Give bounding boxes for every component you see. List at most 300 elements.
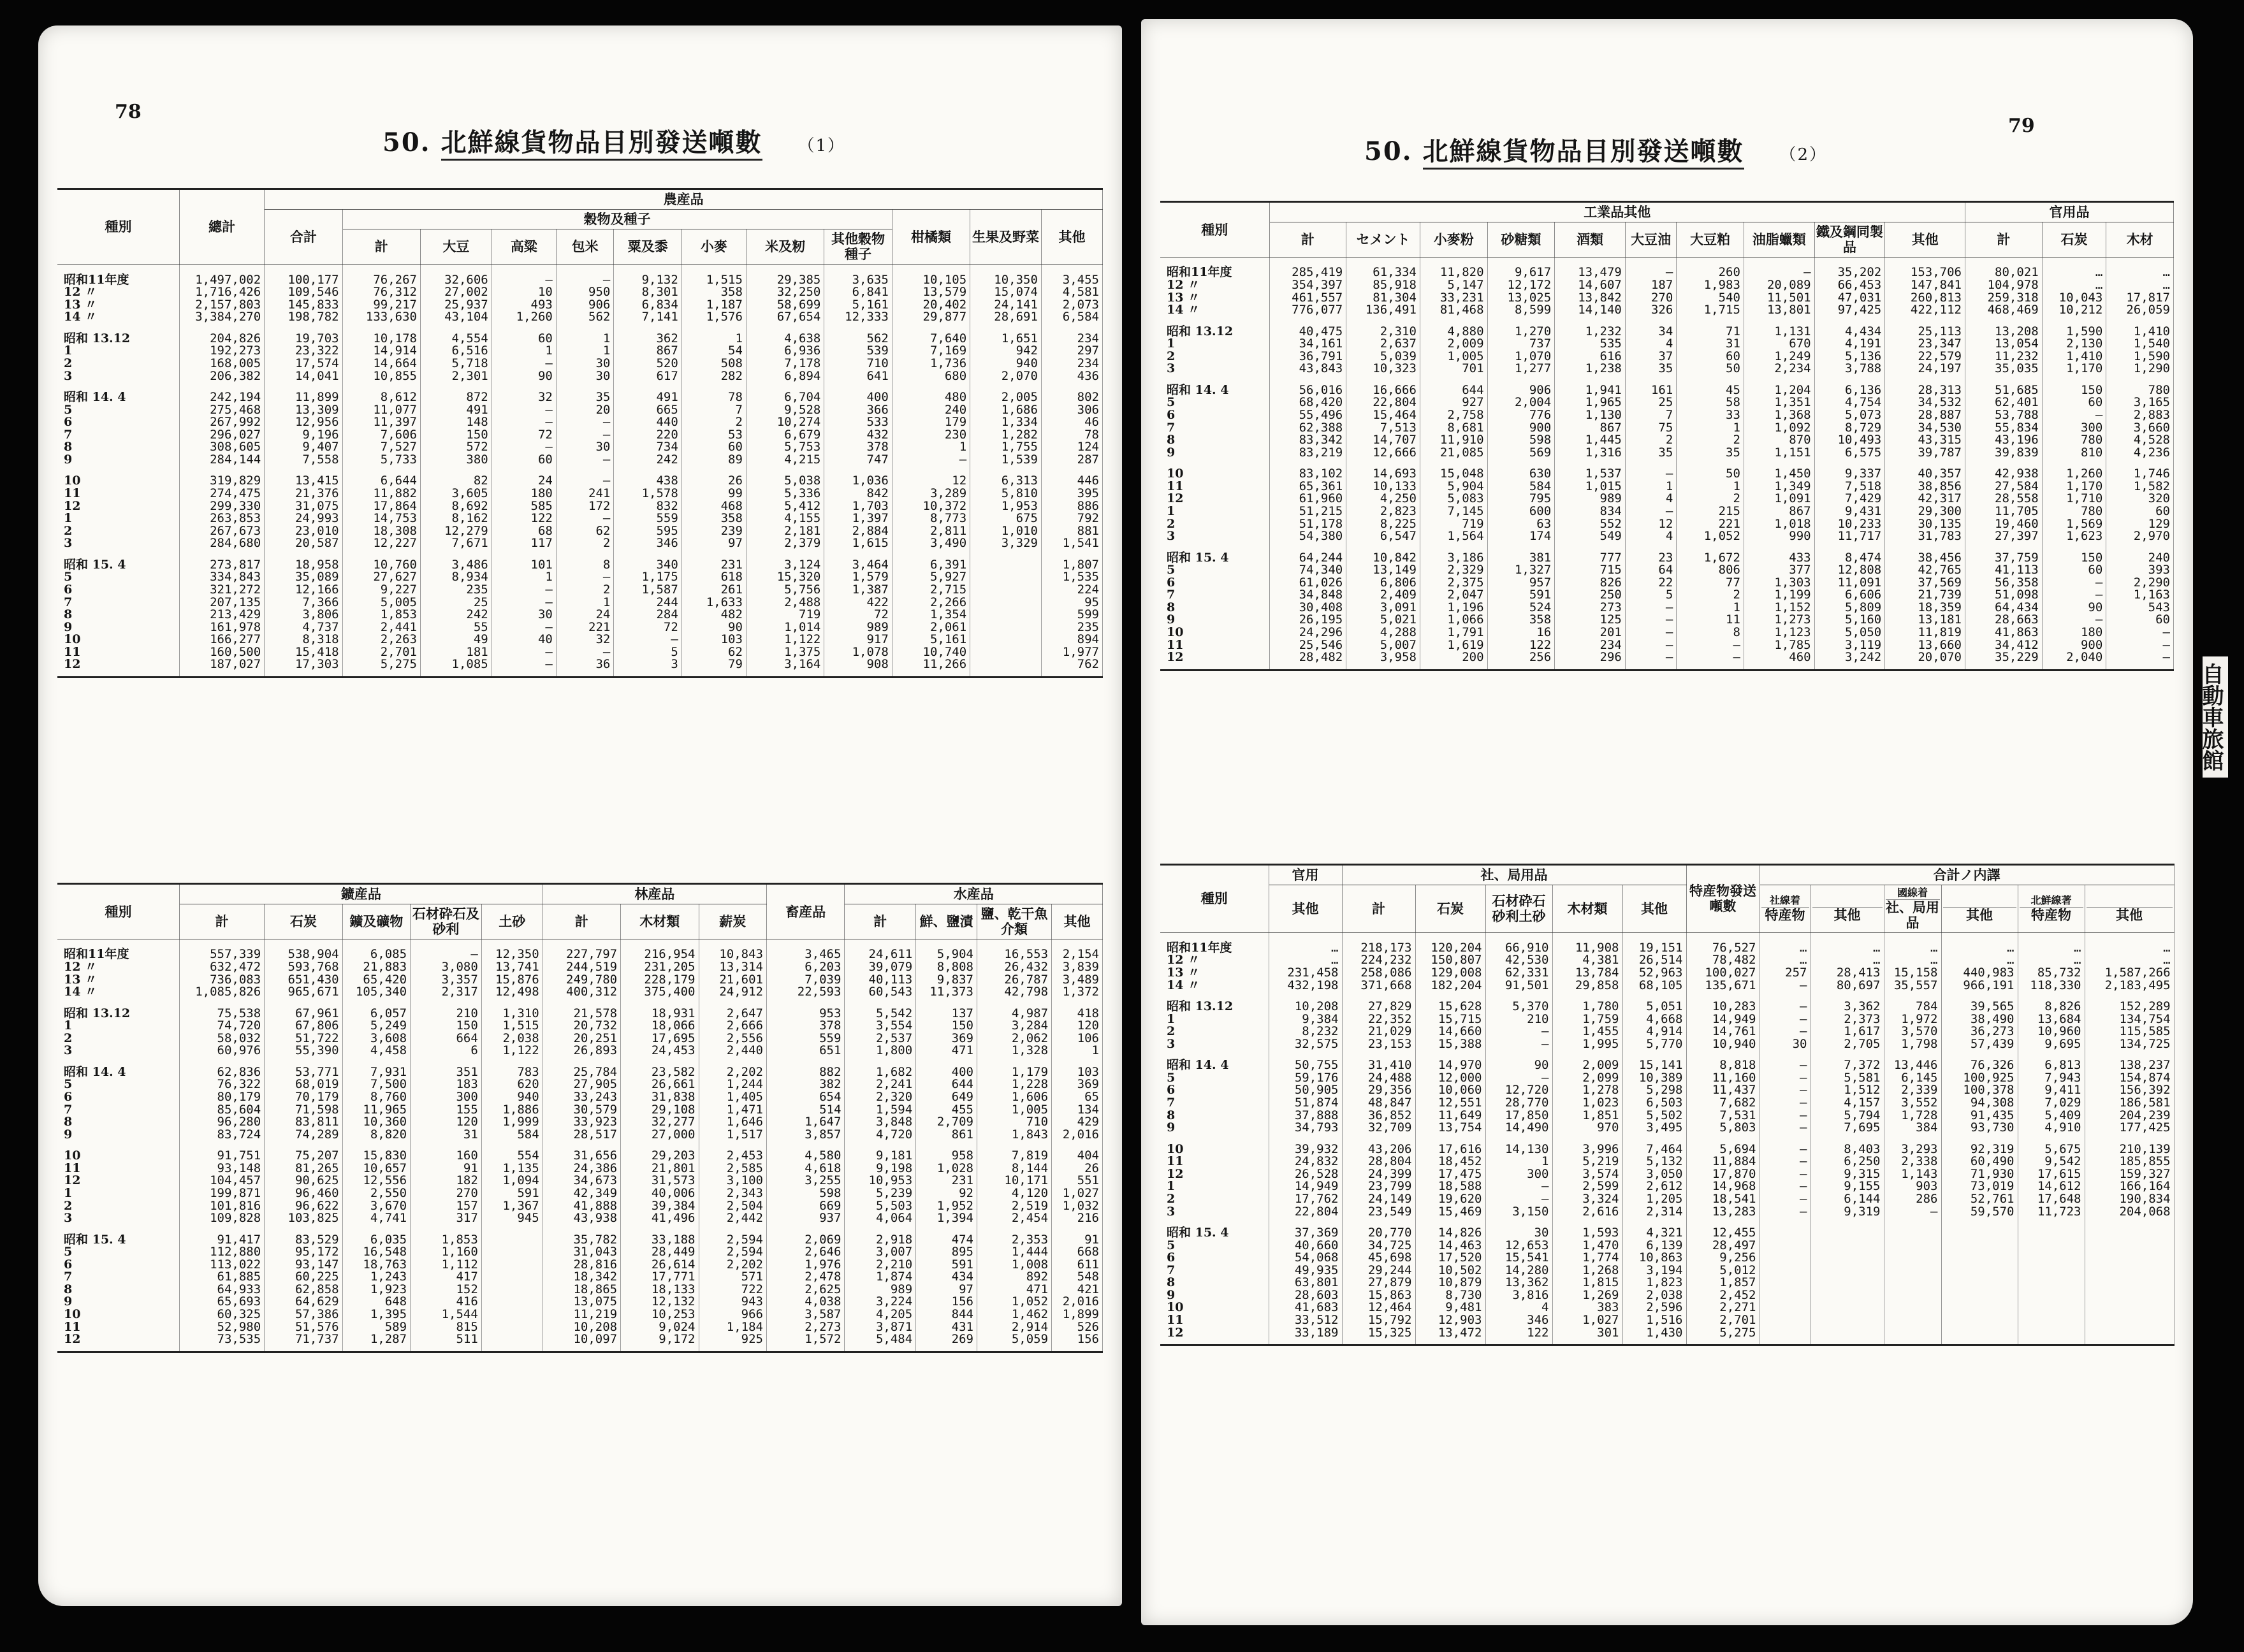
table-cell: 62,836 [180,1057,265,1079]
table-cell: 680 [892,370,970,383]
table-cell: 4,720 [845,1129,916,1141]
table-cell: 780 [2042,434,2106,447]
table-cell: 2,594 [699,1225,766,1247]
table-cell: 122 [1485,1327,1552,1345]
table-cell: 26,661 [621,1078,699,1091]
table-cell: 91 [1052,1225,1103,1247]
table-cell: 83,219 [1269,447,1346,460]
table-cell: 13,362 [1485,1277,1552,1289]
table-cell [1884,1240,1941,1252]
table-row [57,404,1103,417]
table-cell: 66,910 [1485,932,1552,954]
table-cell: 584 [481,1129,543,1141]
table-cell: 28,663 [1965,614,2042,627]
table-cell: 18,452 [1415,1156,1485,1168]
table-cell: 957 [1487,577,1555,590]
title-text: 北鮮線貨物品目別發送噸數 [1423,136,1744,170]
table-cell: 11,232 [1965,351,2042,363]
table-cell: 10 [492,286,556,299]
row-label: 12 [1160,1327,1269,1345]
table-cell: 42,317 [1885,493,1965,505]
table-cell: 35,557 [1884,980,1941,992]
table-row [57,1187,1103,1200]
table-row [57,1271,1103,1284]
table-cell: 378 [766,1020,844,1032]
table-cell: 10,233 [1814,518,1885,531]
table-cell: 795 [1487,493,1555,505]
table-cell: 3,255 [766,1175,844,1187]
table-cell: 231 [681,550,746,572]
table-cell: 455 [916,1104,977,1117]
table-cell [2085,1327,2174,1345]
table-cell: 384 [1884,1122,1941,1134]
header-cell: 鮮、鹽漬 [916,904,977,939]
table-cell: 150 [2042,375,2106,397]
table-cell: 9,198 [845,1163,916,1175]
table-cell: 1,328 [977,1045,1051,1057]
table-cell: 80,021 [1965,257,2042,279]
table-cell: 3,289 [892,488,970,500]
table-cell: 1,682 [845,1057,916,1079]
header-cell: 砂糖類 [1487,222,1555,257]
table-cell: 2,409 [1346,589,1420,602]
table-cell: 543 [2106,602,2174,614]
table-cell: 46 [1041,416,1102,429]
header-cell: 計 [180,904,265,939]
table-cell: 1 [1677,422,1744,435]
table-cell: 152 [411,1284,482,1296]
table-cell: 28,449 [621,1246,699,1259]
table-cell: … [1759,932,1810,954]
header-cell: 計 [342,229,420,264]
row-label: 3 [1160,1206,1269,1219]
table-row [57,500,1103,513]
table-cell: 60 [2042,564,2106,577]
table-cell: 1,579 [824,571,892,584]
table-cell: 76,322 [180,1078,265,1091]
table-cell: 1,572 [766,1333,844,1352]
header-cell: 種別 [1160,202,1269,257]
table-cell: 6,139 [1622,1240,1686,1252]
table-cell: 6,391 [892,550,970,572]
table-cell: 234 [1041,358,1102,370]
table-cell: 6,704 [746,382,824,404]
table-cell: 434 [916,1271,977,1284]
table-cell: 1,028 [916,1163,977,1175]
row-label: 3 [57,1212,180,1225]
table-cell: 400 [824,382,892,404]
table-cell: 524 [1487,602,1555,614]
table-cell: 274,475 [180,488,265,500]
table-cell: 9,384 [1269,1013,1342,1026]
table-cell [2018,1264,2085,1277]
table-cell: 1,270 [1487,317,1555,338]
table-cell: 2,701 [1686,1314,1759,1327]
row-label: 9 [57,621,180,634]
table-cell: — [492,441,556,454]
table-cell: 806 [1677,564,1744,577]
table-row [57,324,1103,345]
table-cell: 1,535 [1041,571,1102,584]
header-cell: 大豆 [420,229,492,264]
table-cell: 5,275 [1686,1327,1759,1345]
table-cell: 210 [1485,1013,1552,1026]
table-cell: 62 [681,646,746,659]
table-cell: 3,464 [824,550,892,572]
table-cell: 1,397 [824,512,892,525]
table-cell: 231,205 [621,961,699,974]
table-cell: 351 [411,1057,482,1079]
table-cell: 91 [411,1163,482,1175]
table-cell: 5,147 [1420,279,1487,292]
table-row [57,264,1103,286]
table-cell: 1,244 [699,1078,766,1091]
table-cell: 719 [746,609,824,621]
table-cell: 1,018 [1744,518,1814,531]
table-cell: 13,208 [1965,317,2042,338]
table-cell: 31,075 [265,500,342,513]
row-label: 8 [1160,602,1269,614]
table-cell: 882 [766,1057,844,1079]
table-cell: — [1625,614,1676,627]
table-cell: 235 [1041,621,1102,634]
table-cell: 12,551 [1415,1097,1485,1110]
table-cell: 958 [916,1141,977,1163]
header-cell: 米及籾 [746,229,824,264]
table-cell: 8,934 [420,571,492,584]
table-cell: 33 [1677,409,1744,422]
table-cell: 300 [2042,422,2106,435]
table-cell: 105,340 [342,986,410,999]
row-label: 昭和 15. 4 [57,550,180,572]
table-cell: 59,570 [1941,1206,2018,1219]
table-cell: 5,161 [892,634,970,646]
table-cell: 2,375 [1420,577,1487,590]
table-cell: 966,191 [1941,980,2018,992]
table-cell: 53,788 [1965,409,2042,422]
table-cell: 599 [1041,609,1102,621]
table-cell: 78 [681,382,746,404]
table-cell: 100,177 [265,264,342,286]
table-cell: 1,874 [845,1271,916,1284]
table-cell: 2,478 [766,1271,844,1284]
table-cell: 65,361 [1269,481,1346,493]
table-cell: 15,469 [1415,1206,1485,1219]
table-cell: 1,569 [2042,518,2106,531]
table-row [57,621,1103,634]
table-cell: 93,730 [1941,1122,2018,1134]
table-cell: 4,914 [1622,1025,1686,1038]
table-cell: … [1269,932,1342,954]
table-cell: 51,178 [1269,518,1346,531]
table-cell: 1,394 [916,1212,977,1225]
table-cell: 37,759 [1965,543,2042,565]
table-cell: 65,693 [180,1296,265,1308]
row-label: 12 [57,658,180,677]
table-cell: 1,886 [481,1104,543,1117]
table-cell: — [1485,1193,1552,1206]
table-cell: 1,953 [970,500,1042,513]
table-cell: 953 [766,999,844,1020]
table-cell: 76,527 [1686,932,1759,954]
table-cell: 32 [556,634,613,646]
table-cell: 155 [411,1104,482,1117]
table-cell: 8,692 [420,500,492,513]
table-row [57,382,1103,404]
table-cell: 1,710 [2042,493,2106,505]
table-cell: 421 [1052,1284,1103,1296]
table-cell: 468 [681,500,746,513]
table-cell: 2,183,495 [2085,980,2174,992]
table-row [57,441,1103,454]
row-label: 11 [57,488,180,500]
table-cell: 1,273 [1744,614,1814,627]
table-cell: 12,666 [1346,447,1420,460]
table-cell: 27,627 [342,571,420,584]
table-cell: 36,273 [1941,1025,2018,1038]
table-cell: — [1485,1180,1552,1193]
table-cell: 1,633 [681,597,746,609]
table-cell: 1,184 [699,1321,766,1334]
table-cell: 710 [977,1116,1051,1129]
table-cell: 60,976 [180,1045,265,1057]
table-cell: 1,094 [481,1175,543,1187]
table-row [1160,577,2174,590]
table-cell: 371,668 [1342,980,1415,992]
table-cell: 96,280 [180,1116,265,1129]
group-header: 水産品 [845,884,1103,904]
table-cell [1941,1314,2018,1327]
header-cell: 北鮮線著 特産物 [2018,885,2085,933]
table-cell: 346 [1485,1314,1552,1327]
table-cell: 54,068 [1269,1252,1342,1264]
table-cell: 4,554 [420,324,492,345]
table-cell: 308,605 [180,441,265,454]
table-cell: 2,009 [1552,1050,1622,1072]
table-row [1160,481,2174,493]
table-cell: 2,625 [766,1284,844,1296]
table-cell: 12,132 [621,1296,699,1308]
table-cell: 49 [420,634,492,646]
table-cell: 83,102 [1269,459,1346,481]
table-cell: 71,737 [265,1333,342,1352]
table-cell [1941,1264,2018,1277]
table-cell: 8,730 [1415,1289,1485,1302]
table-cell: — [556,416,613,429]
title-part: （2） [1779,145,1828,164]
table-cell: 2,234 [1744,363,1814,375]
table-row [57,584,1103,597]
table-row [57,1296,1103,1308]
table-cell: 2,069 [766,1225,844,1247]
table-cell: 362 [614,324,681,345]
table-row [1160,338,2174,351]
table-cell: 4 [1625,530,1676,543]
table-cell: 39,079 [845,961,916,974]
row-label: 6 [1160,409,1269,422]
table-cell: 1,278 [1552,1084,1622,1097]
table-cell: 10,863 [1622,1252,1686,1264]
table-cell: 93,147 [265,1259,342,1272]
table-cell: 24,993 [265,512,342,525]
table-cell: 61,885 [180,1271,265,1284]
table-cell: 2,647 [699,999,766,1020]
group-header: 農産品 [265,189,1103,210]
table-cell: 1,010 [970,525,1042,538]
table-cell: 234 [1041,324,1102,345]
row-label: 10 [1160,1134,1269,1156]
table-cell: 1,091 [1744,493,1814,505]
table-cell: 16,548 [342,1246,410,1259]
table-cell: 12,956 [265,416,342,429]
table-cell: 129 [2106,518,2174,531]
table-cell: 41,863 [1965,627,2042,639]
table-cell: 14,914 [342,345,420,358]
header-cell: 鑛及礦物 [342,904,410,939]
table-cell: 7,366 [265,597,342,609]
table-cell: … [2106,279,2174,292]
table-cell: 81,304 [1346,292,1420,305]
table-cell: 10,350 [970,264,1042,286]
table-cell: — [1677,651,1744,670]
table-cell [1810,1289,1884,1302]
table-cell: 231 [916,1175,977,1187]
table-cell: 3,996 [1552,1134,1622,1156]
table-cell: 12,350 [481,939,543,961]
table-cell: 263,853 [180,512,265,525]
table-cell: 1,540 [2106,338,2174,351]
table-cell: 7,695 [1810,1122,1884,1134]
table-cell: 157 [411,1200,482,1213]
table-cell: 9,411 [2018,1084,2085,1097]
table-cell: 1 [556,597,613,609]
table-cell: 5,160 [1814,614,1885,627]
table-cell: 10,502 [1415,1264,1485,1277]
table-cell: 2,273 [766,1321,844,1334]
table-cell: 438 [614,466,681,488]
table-cell: 906 [1487,375,1555,397]
table-cell: 471 [916,1045,977,1057]
table-cell: 56,358 [1965,577,2042,590]
table-cell: 90 [2042,602,2106,614]
table-cell: 1,327 [1487,564,1555,577]
table-cell: 16,553 [977,939,1051,961]
table-cell: 259,318 [1965,292,2042,305]
table-cell: 2,339 [1884,1084,1941,1097]
table-cell: 1,269 [1552,1289,1622,1302]
table-cell: 2,202 [699,1057,766,1079]
table-cell: 23,322 [265,345,342,358]
table-cell: 6,936 [746,345,824,358]
table-cell: 15,876 [481,974,543,987]
table-cell: 1 [1052,1045,1103,1057]
table-cell: 224 [1041,584,1102,597]
table-row [1160,1218,2174,1240]
row-label: 10 [57,1141,180,1163]
table-cell: 63 [1487,518,1555,531]
row-label: 7 [57,1271,180,1284]
table-cell: 48,847 [1342,1097,1415,1110]
table-row [1160,1289,2174,1302]
margin-fragment-text: 自動車旅館 [2203,656,2228,778]
table-cell: 1,615 [824,537,892,550]
header-cell: セメント [1346,222,1420,257]
table-cell: 40 [492,634,556,646]
table-cell: 13,446 [1884,1050,1941,1072]
header-cell: 其他 [1041,210,1102,264]
row-label: 7 [1160,1264,1269,1277]
table-cell: 14,660 [1415,1025,1485,1038]
table-cell: 2 [1677,434,1744,447]
table-cell: 1,470 [1552,1240,1622,1252]
table-cell: 72 [492,429,556,442]
table-cell: 29,300 [1885,505,1965,518]
table-cell: 552 [1555,518,1626,531]
table-cell: 18,066 [621,1020,699,1032]
row-label: 1 [1160,1180,1269,1193]
table-cell: 11,219 [543,1308,620,1321]
table-cell: 1,027 [1552,1314,1622,1327]
table-cell: 5,059 [977,1333,1051,1352]
table-cell: 2,314 [1622,1206,1686,1219]
table-cell: 11,882 [342,488,420,500]
table-cell [2018,1327,2085,1345]
table-cell: 34,530 [1885,422,1965,435]
table-cell: 1,647 [766,1116,844,1129]
table-cell: 97,425 [1814,304,1885,317]
table-cell: 1,759 [1552,1013,1622,1026]
table-cell: 24,197 [1885,363,1965,375]
table-cell: 3,788 [1814,363,1885,375]
table-cell: 62,401 [1965,396,2042,409]
table-cell [1759,1240,1810,1252]
table-cell: 33,512 [1269,1314,1342,1327]
table-cell [970,550,1042,572]
table-cell: 83,342 [1269,434,1346,447]
table-cell: 1,310 [481,999,543,1020]
table-cell: 267,992 [180,416,265,429]
header-cell: 種別 [57,189,180,265]
table-cell: 17,870 [1686,1168,1759,1181]
table-cell: — [2042,614,2106,627]
table-cell: 8,820 [342,1129,410,1141]
table-cell: 22,352 [1342,1013,1415,1026]
table-row [57,1116,1103,1129]
table-cell: 644 [1420,375,1487,397]
table-cell: 20,402 [892,299,970,312]
table-cell: 2,556 [699,1032,766,1045]
table-cell: 369 [1052,1078,1103,1091]
table-cell: 2,241 [845,1078,916,1091]
table-cell: 17,616 [1415,1134,1485,1156]
table-cell: 8,144 [977,1163,1051,1175]
table-cell: 79 [681,658,746,677]
table-cell: 60 [681,441,746,454]
row-label: 10 [1160,459,1269,481]
row-label: 6 [57,584,180,597]
table-cell: 5,927 [892,571,970,584]
table-cell: 4,038 [766,1296,844,1308]
table-cell: 436 [1041,370,1102,383]
header-cell: 小麥 [681,229,746,264]
table-cell: 5,038 [746,466,824,488]
table-cell: 11,717 [1814,530,1885,543]
table-row [1160,1327,2174,1345]
table-cell: 881 [1041,525,1102,538]
table-row [57,488,1103,500]
table-row [1160,639,2174,652]
table-cell: 2,594 [699,1246,766,1259]
